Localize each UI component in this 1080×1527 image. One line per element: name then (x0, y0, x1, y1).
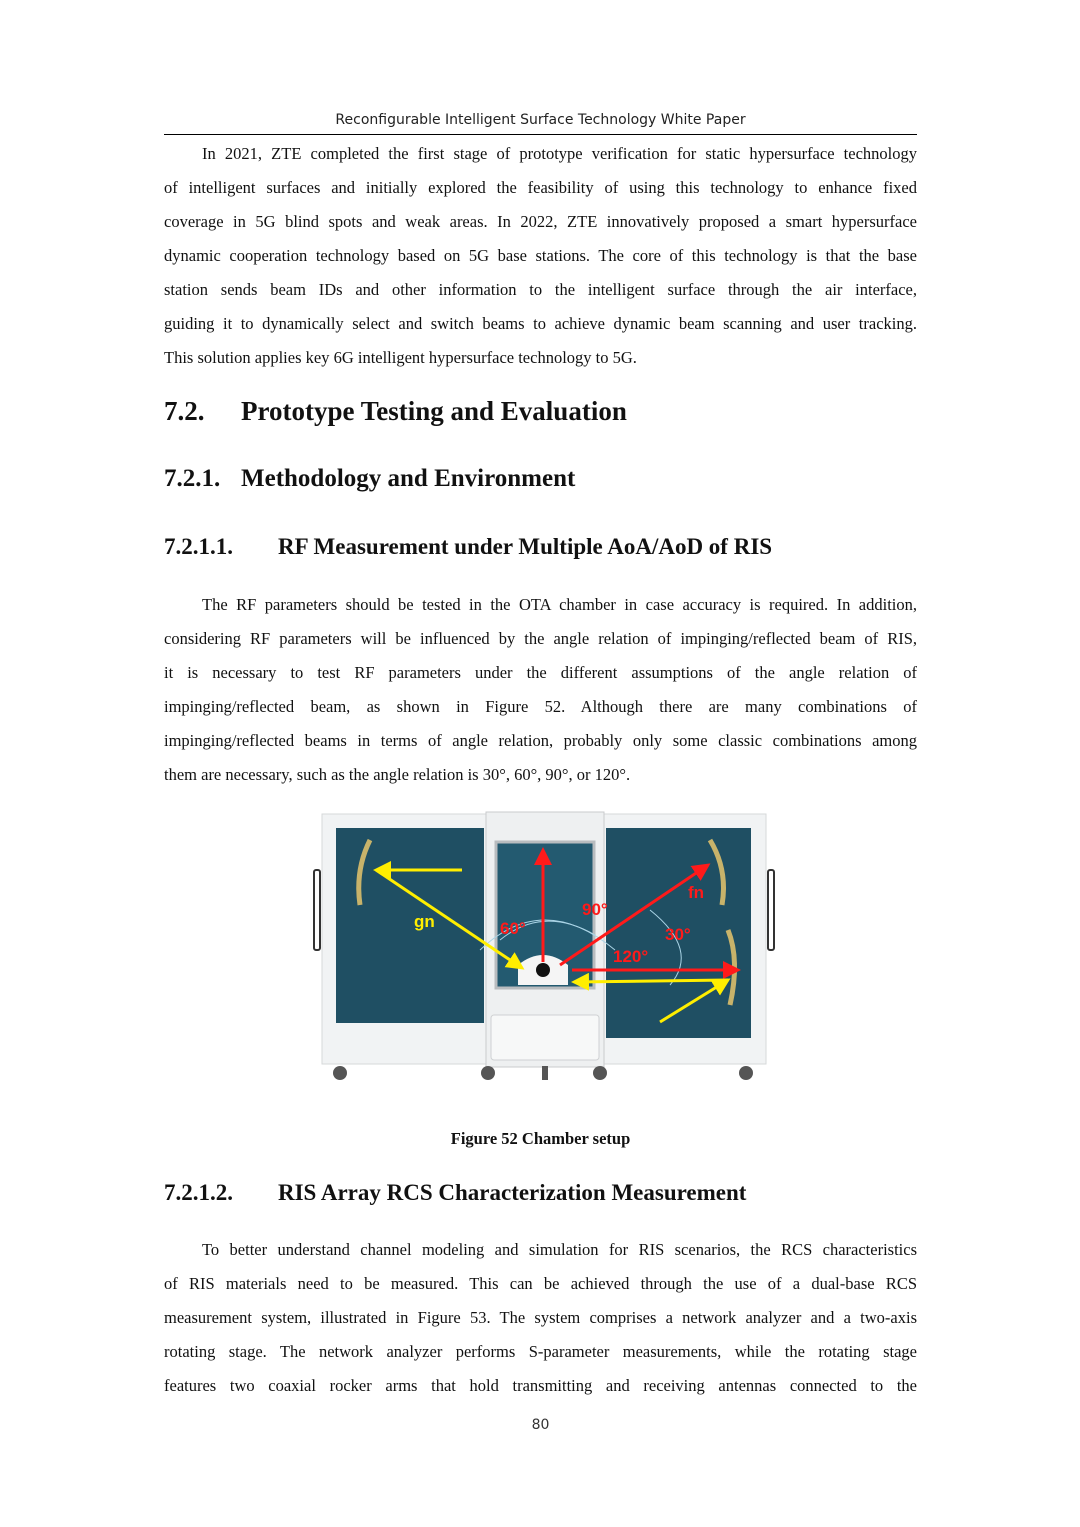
page-number: 80 (531, 1417, 550, 1433)
text-line: impinging/reflected beams in terms of angle relation, probably only some classic combinations among (164, 731, 917, 750)
text-line: coverage in 5G blind spots and weak areas. In 2022, ZTE innovatively proposed a smart hypersurface (164, 212, 917, 231)
text-line: In 2021, ZTE completed the first stage of prototype verification for static hypersurface technology (202, 144, 917, 163)
label-30: 30° (665, 925, 691, 944)
heading-number: 7.2.1. (164, 465, 221, 492)
text-line: them are necessary, such as the angle relation is 30°, 60°, 90°, or 120°. (164, 765, 631, 784)
text-line: rotating stage. The network analyzer performs S-parameter measurements, while the rotating stage (164, 1342, 917, 1361)
label-60: 60° (500, 919, 526, 938)
heading-number: 7.2.1.1. (164, 534, 233, 559)
running-header: Reconfigurable Intelligent Surface Technology White Paper (335, 112, 746, 128)
text-line: considering RF parameters will be influenced by the angle relation of impinging/reflected beam of RIS, (164, 629, 917, 648)
left-chamber (336, 828, 484, 1023)
right-handle (768, 870, 774, 950)
text-line: features two coaxial rocker arms that hold transmitting and receiving antennas connected to the (164, 1376, 917, 1395)
text-line: dynamic cooperation technology based on 5G base stations. The core of this technology is that the base (164, 246, 917, 265)
paragraph-rf-measurement (164, 588, 917, 792)
heading-title: Methodology and Environment (241, 465, 576, 492)
heading-number: 7.2. (164, 396, 205, 426)
heading-title: RIS Array RCS Characterization Measurement (278, 1180, 747, 1205)
label-gn: gn (414, 912, 435, 931)
text-line: The RF parameters should be tested in the OTA chamber in case accuracy is required. In addition, (202, 595, 917, 614)
text-line: To better understand channel modeling and simulation for RIS scenarios, the RCS characteristics (202, 1240, 917, 1259)
section-heading-7-2-1 (164, 465, 575, 493)
left-handle (314, 870, 320, 950)
heading-title: Prototype Testing and Evaluation (241, 396, 627, 426)
label-fn: fn (688, 883, 705, 902)
arrow-reflected-right (574, 980, 728, 982)
text-line: of intelligent surfaces and initially explored the feasibility of using this technology to enhance fixed (164, 178, 917, 197)
heading-title: RF Measurement under Multiple AoA/AoD of RIS (278, 534, 773, 559)
text-line: of RIS materials need to be measured. This can be achieved through the use of a dual-base RCS (164, 1274, 917, 1293)
text-line: This solution applies key 6G intelligent hypersurface technology to 5G. (164, 348, 637, 367)
text-line: impinging/reflected beam, as shown in Figure 52. Although there are many combinations of (164, 697, 917, 716)
heading-number: 7.2.1.2. (164, 1180, 233, 1205)
text-line: guiding it to dynamically select and switch beams to achieve dynamic beam scanning and user tracking. (164, 314, 917, 333)
chamber-setup-figure (310, 810, 780, 1100)
section-heading-7-2 (164, 396, 627, 427)
section-heading-7-2-1-2 (164, 1180, 746, 1206)
paragraph-rcs-measurement (164, 1233, 917, 1403)
header-rule (164, 134, 917, 135)
paragraph-zte-prototype (164, 137, 917, 375)
figure-caption: Figure 52 Chamber setup (450, 1129, 631, 1148)
text-line: station sends beam IDs and other information to the intelligent surface through the air interface, (164, 280, 917, 299)
text-line: measurement system, illustrated in Figure 53. The system comprises a network analyzer and a two-axis (164, 1308, 917, 1327)
label-90: 90° (582, 900, 608, 919)
text-line: it is necessary to test RF parameters under the different assumptions of the angle relation of (164, 663, 917, 682)
label-120: 120° (613, 947, 649, 966)
section-heading-7-2-1-1 (164, 534, 772, 560)
